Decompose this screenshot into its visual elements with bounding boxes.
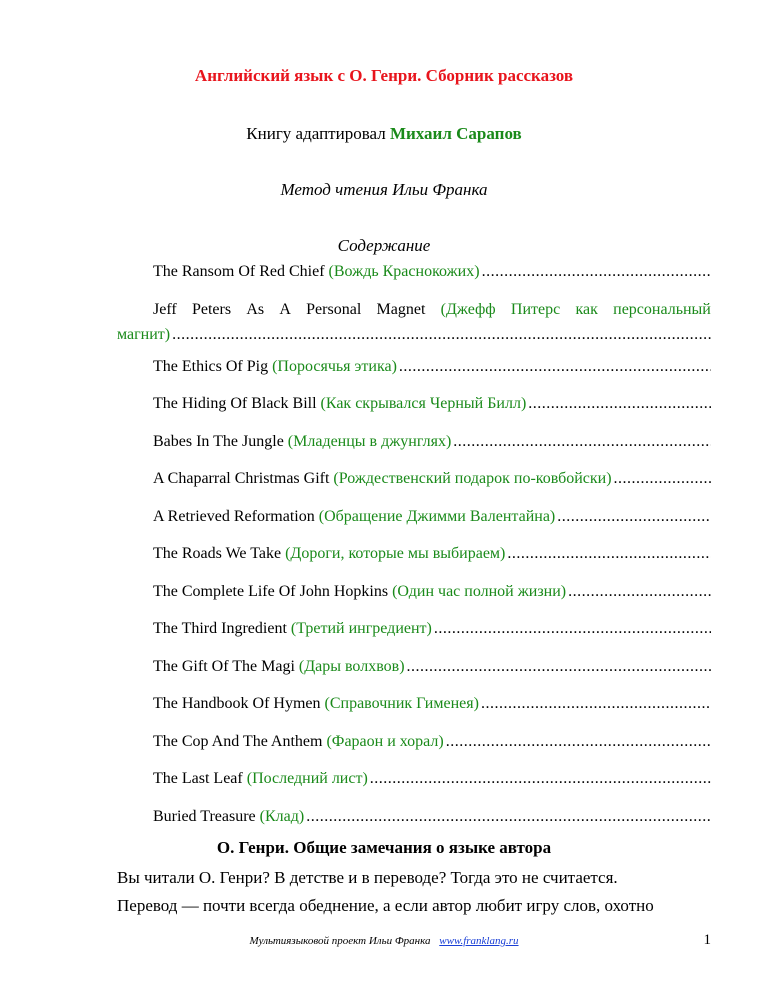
toc-entry-translation: (Дороги, которые мы выбираем)	[285, 545, 506, 562]
toc-entry-title: A Chaparral Christmas Gift	[153, 470, 330, 487]
book-title: Английский язык с О. Генри. Сборник рассказов	[194, 66, 574, 85]
toc-entry-title: The Gift Of The Magi	[153, 657, 295, 675]
table-of-contents	[117, 262, 711, 844]
toc-entry-line-2: магнит) .....	[117, 325, 711, 345]
toc-leader-dots	[614, 469, 711, 489]
toc-entry-title: The Handbook Of Hymen	[153, 695, 321, 712]
toc-entry-title: The Hiding Of Black Bill	[153, 395, 317, 412]
toc-entry[interactable]	[117, 544, 711, 582]
toc-entry[interactable]	[117, 300, 711, 345]
toc-entry-title: The Cop And The Anthem	[153, 732, 323, 750]
section-heading: О. Генри. Общие замечания о языке автора	[216, 838, 552, 857]
toc-entry[interactable]	[117, 262, 711, 300]
footer-link[interactable]: www.franklang.ru	[439, 935, 519, 947]
method-line: Метод чтения Ильи Франка	[280, 180, 488, 199]
toc-entry-title: The Last Leaf	[153, 770, 243, 787]
toc-entry-translation: (Клад)	[259, 807, 305, 825]
body-line: Перевод — почти всегда обеднение, а если автор любит игру слов, охотно	[117, 896, 654, 915]
toc-entry-translation: (Третий ингредиент)	[290, 620, 432, 637]
toc-entry-translation: (Фараон и хорал)	[326, 732, 444, 750]
toc-leader-dots	[557, 507, 711, 527]
toc-entry-translation: (Младенцы в джунглях)	[287, 432, 452, 450]
toc-entry[interactable]	[117, 469, 711, 507]
body-paragraph	[117, 864, 717, 920]
adapted-by-line	[0, 124, 768, 144]
toc-leader-dots	[370, 769, 711, 789]
toc-entry-title: The Ransom Of Red Chief	[153, 263, 325, 280]
toc-entry-translation: (Как скрывался Черный Билл)	[320, 395, 527, 412]
toc-entry[interactable]	[117, 582, 711, 620]
toc-entry-translation: (Дары волхвов)	[298, 657, 405, 675]
toc-entry-title: The Ethics Of Pig	[153, 357, 269, 375]
toc-entry[interactable]	[117, 357, 711, 395]
toc-entry-translation: (Справочник Гименея)	[324, 695, 479, 712]
toc-entry[interactable]	[117, 769, 711, 807]
toc-leader-dots	[481, 694, 711, 714]
footer-text: Мультиязыковой проект Ильи Франка	[249, 935, 431, 947]
toc-entry-title: The Roads We Take	[153, 545, 282, 562]
toc-leader-dots	[172, 325, 711, 345]
toc-leader-dots	[528, 394, 711, 414]
toc-leader-dots	[306, 807, 711, 827]
toc-leader-dots	[434, 619, 711, 639]
toc-entry-translation: (Поросячья этика)	[272, 357, 397, 375]
toc-entry[interactable]	[117, 657, 711, 695]
adapted-prefix: Книгу адаптировал	[246, 124, 386, 143]
toc-entry-translation: (Вождь Краснокожих)	[328, 263, 480, 280]
contents-heading: Содержание	[337, 236, 431, 255]
toc-leader-dots	[482, 262, 711, 282]
toc-leader-dots	[453, 432, 711, 452]
toc-entry[interactable]	[117, 732, 711, 770]
toc-entry-translation: (Один час полной жизни)	[392, 582, 567, 600]
adapter-name: Михаил Сарапов	[389, 124, 522, 143]
toc-entry-translation: (Обращение Джимми Валентайна)	[318, 507, 556, 525]
toc-entry[interactable]	[117, 694, 711, 732]
toc-entry[interactable]	[117, 507, 711, 545]
toc-entry[interactable]	[117, 619, 711, 657]
toc-entry-title: Buried Treasure	[153, 807, 256, 825]
toc-leader-dots	[446, 732, 711, 752]
page-footer	[0, 935, 768, 947]
toc-entry[interactable]	[117, 394, 711, 432]
toc-entry-translation: (Последний лист)	[246, 770, 368, 787]
toc-entry-line-1: Jeff Peters As A Personal Magnet (Джефф Питерс как персональный	[153, 300, 711, 318]
toc-leader-dots	[507, 544, 711, 564]
toc-leader-dots	[407, 657, 711, 677]
toc-leader-dots	[568, 582, 711, 602]
toc-entry-title: Babes In The Jungle	[153, 432, 284, 450]
toc-leader-dots	[399, 357, 711, 377]
toc-entry-translation: (Рождественский подарок по-ковбойски)	[333, 470, 612, 487]
toc-entry[interactable]	[117, 432, 711, 470]
toc-entry-title: A Retrieved Reformation	[153, 507, 315, 525]
body-line: Вы читали О. Генри? В детстве и в переводе? Тогда это не считается.	[117, 868, 618, 887]
toc-entry-title: The Third Ingredient	[153, 620, 287, 637]
toc-entry-title: The Complete Life Of John Hopkins	[153, 582, 389, 600]
page-number: 1	[703, 932, 711, 948]
